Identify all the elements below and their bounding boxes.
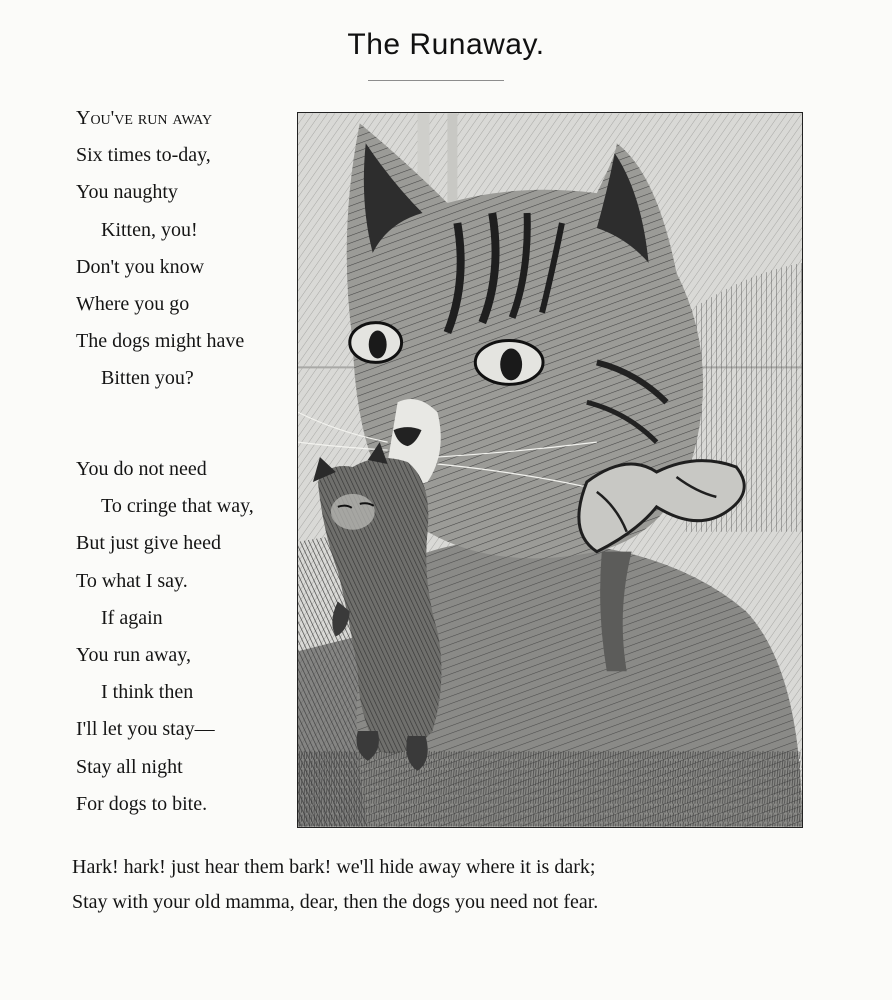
- couplet-line-1: Hark! hark! just hear them bark! we'll hide away where it is dark;: [72, 856, 596, 878]
- poem-stanza-2: [76, 451, 296, 823]
- poem-line: To cringe that way,: [101, 495, 254, 518]
- poem-line: To what I say.: [76, 569, 188, 592]
- poem-line: Bitten you?: [101, 367, 194, 390]
- poem-line: You run away,: [76, 644, 191, 667]
- title-divider: [368, 80, 504, 81]
- poem-line: You naughty: [76, 181, 178, 204]
- poem-line: Where you go: [76, 293, 190, 316]
- poem-line: But just give heed: [76, 532, 221, 555]
- poem-line: For dogs to bite.: [76, 792, 208, 815]
- poem-line: I think then: [101, 681, 194, 704]
- couplet-line-2: Stay with your old mamma, dear, then the dogs you need not fear.: [72, 891, 599, 913]
- poem-line: Don't you know: [76, 255, 205, 278]
- poem-line: Six times to-day,: [76, 144, 211, 167]
- poem-line: The dogs might have: [76, 330, 245, 353]
- poem-line: If again: [101, 606, 163, 629]
- poem-line: Stay all night: [76, 755, 183, 778]
- page-title: The Runaway.: [347, 28, 545, 61]
- engraving-cat-carrying-kitten-icon: [298, 113, 802, 827]
- poem-line: Kitten, you!: [101, 218, 198, 241]
- poem-line: You do not need: [76, 458, 207, 480]
- cat-engraving-illustration: [297, 112, 803, 828]
- poem-line: You've run away: [76, 107, 213, 129]
- poem-stanza-1: [76, 100, 296, 398]
- poem-line: I'll let you stay—: [76, 718, 215, 741]
